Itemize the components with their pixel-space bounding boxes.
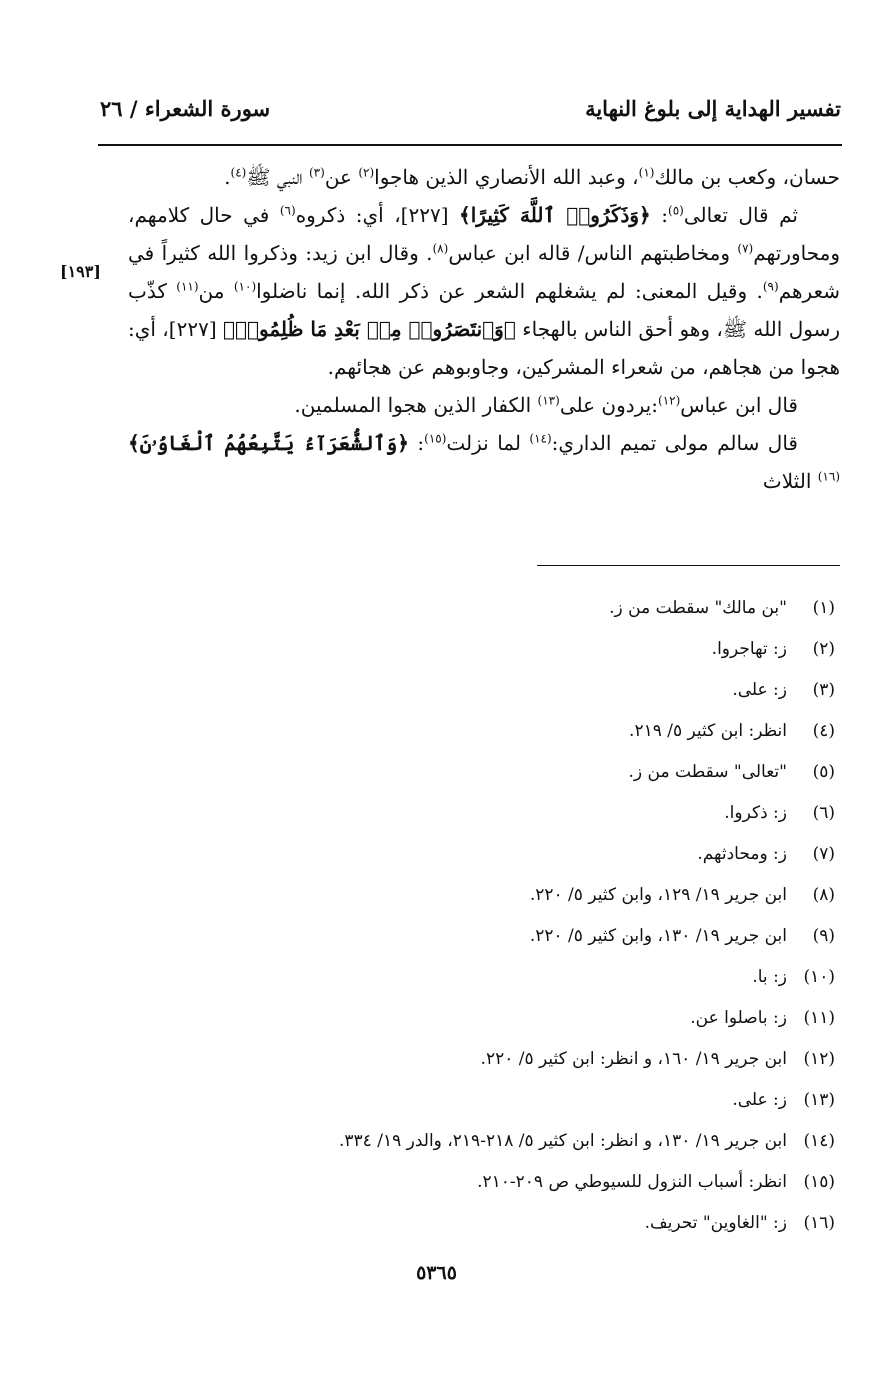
- footnote-number: (٥): [812, 762, 835, 782]
- footnote-ref: (١٢): [658, 393, 681, 408]
- footnote-ref: (٧): [737, 241, 754, 256]
- text-run: الثلاث: [762, 469, 818, 493]
- text-run: كذّب رسول الله ﷺ، وهو أحق الناس بالهجاء: [128, 279, 840, 341]
- footnote-text: ز: ذكروا.: [724, 803, 787, 823]
- footnote-number: (١٥): [803, 1172, 835, 1192]
- header-divider: [98, 144, 842, 146]
- paragraph-3: [128, 386, 840, 424]
- footnote-ref: (٤): [230, 165, 247, 180]
- footnote-text: انظر: ابن كثير ٥/ ٢١٩.: [629, 721, 787, 741]
- footnote-text: ابن جرير ١٩/ ١٦٠، و انظر: ابن كثير ٥/ ٢٢٠.: [480, 1049, 787, 1069]
- paragraph-1: [128, 158, 840, 196]
- footnote-ref: (٩): [762, 279, 779, 294]
- footnote-text: ز: على.: [732, 1090, 787, 1110]
- footnote-item: [195, 998, 835, 1039]
- footnote-item: [195, 1039, 835, 1080]
- paragraph-4: [128, 424, 840, 500]
- footnote-ref: (٢): [358, 165, 375, 180]
- quran-verse: ﴿وَٱلشُّعَرَآءُ يَتَّبِعُهُمُ ٱلْغَاوُۥنَ﴾: [128, 431, 409, 455]
- footnote-item: [195, 793, 835, 834]
- margin-page-reference: [١٩٣]: [60, 262, 101, 281]
- text-run: ثم قال تعالى: [683, 203, 798, 227]
- footnote-text: ابن جرير ١٩/ ١٣٠، وابن كثير ٥/ ٢٢٠.: [529, 926, 787, 946]
- text-run: في حال كلامهم، ومحاورتهم: [128, 203, 840, 265]
- footnote-item: [195, 834, 835, 875]
- footnote-item: [195, 1080, 835, 1121]
- footnote-text: ز: ومحادثهم.: [697, 844, 787, 864]
- footnote-item: [195, 752, 835, 793]
- text-run: قال سالم مولى تميم الداري:: [551, 431, 798, 455]
- footnote-text: ز: على.: [732, 680, 787, 700]
- footnote-ref: (٦): [279, 203, 296, 218]
- text-run: .: [224, 165, 231, 189]
- main-text: [128, 158, 840, 500]
- footnote-item: [195, 1203, 835, 1244]
- footnote-ref: (٣): [308, 165, 325, 180]
- footnote-text: ابن جرير ١٩/ ١٣٠، و انظر: ابن كثير ٥/ ٢١٨-٢١٩، والدر ١٩/ ٣٣٤.: [339, 1131, 787, 1151]
- text-run: النبي ﷺ: [246, 165, 309, 189]
- footnote-text: ز: باصلوا عن.: [690, 1008, 787, 1028]
- footnote-item: [195, 957, 835, 998]
- footnote-text: ابن جرير ١٩/ ١٢٩، وابن كثير ٥/ ٢٢٠.: [529, 885, 787, 905]
- text-run: [٢٢٧]، أي: ذكروه: [295, 203, 460, 227]
- footnote-number: (١٠): [803, 967, 835, 987]
- footnote-ref: (١٣): [537, 393, 560, 408]
- text-run: الكفار الذين هجوا المسلمين.: [294, 393, 538, 417]
- footnote-ref: (٥): [668, 203, 684, 218]
- footnote-text: ز: با.: [752, 967, 787, 987]
- text-run: ومخاطبتهم الناس/ قاله ابن عباس: [448, 241, 738, 265]
- footnote-ref: (١١): [176, 279, 199, 294]
- footnote-ref: (٨): [432, 241, 449, 256]
- footnote-number: (١٣): [803, 1090, 835, 1110]
- footnote-ref: (١٥): [424, 431, 447, 446]
- footnote-ref: (١): [638, 165, 655, 180]
- quran-verse: ﴿وَٱنتَصَرُوا۟ مِنۢ بَعْدِ مَا ظُلِمُوا۟﴾: [222, 317, 516, 341]
- footnote-item: [195, 875, 835, 916]
- page-number: ٥٣٦٥: [416, 1262, 457, 1284]
- footnote-text: "بن مالك" سقطت من ز.: [609, 598, 787, 618]
- text-run: عن: [324, 165, 359, 189]
- footnote-item: [195, 711, 835, 752]
- text-run: من: [198, 279, 234, 303]
- paragraph-2: [128, 196, 840, 386]
- text-run: لما نزلت: [446, 431, 530, 455]
- footnote-item: [195, 1162, 835, 1203]
- footnote-text: ز: "الغاوين" تحريف.: [644, 1213, 787, 1233]
- footnote-number: (١٦): [803, 1213, 835, 1233]
- footnote-item: [195, 916, 835, 957]
- text-run: :يردون على: [559, 393, 658, 417]
- surah-label: سورة الشعراء / ٢٦: [100, 96, 271, 121]
- footnote-number: (٣): [812, 680, 835, 700]
- footnote-ref: (١٠): [233, 279, 257, 294]
- quran-verse: ﴿وَذَكَرُوا۟ ٱللَّهَ كَثِيرًا﴾: [459, 203, 651, 227]
- footnote-text: ز: تهاجروا.: [711, 639, 787, 659]
- footnotes-list: [195, 588, 835, 1244]
- footnote-text: انظر: أسباب النزول للسيوطي ص ٢٠٩-٢١٠.: [477, 1172, 787, 1192]
- text-run: [٢٢٧]، أي: هجوا من هجاهم، من شعراء المشركين، وجاوبوهم عن هجائهم.: [128, 317, 840, 379]
- footnote-number: (٤): [812, 721, 835, 741]
- footnote-divider: [537, 565, 840, 566]
- text-run: قال ابن عباس: [680, 393, 798, 417]
- footnote-ref: (١٦): [817, 469, 840, 484]
- footnote-item: [195, 588, 835, 629]
- footnote-number: (١): [812, 598, 835, 618]
- footnote-ref: (١٤): [529, 431, 552, 446]
- text-run: :: [408, 431, 425, 455]
- footnote-number: (٨): [812, 885, 835, 905]
- text-run: حسان، وكعب بن مالك: [654, 165, 840, 189]
- footnote-number: (٢): [812, 639, 835, 659]
- footnote-item: [195, 1121, 835, 1162]
- footnote-text: "تعالى" سقطت من ز.: [628, 762, 787, 782]
- footnote-number: (١٢): [803, 1049, 835, 1069]
- footnote-item: [195, 629, 835, 670]
- footnote-number: (١٤): [803, 1131, 835, 1151]
- footnote-number: (١١): [803, 1008, 835, 1028]
- book-title: تفسير الهداية إلى بلوغ النهاية: [585, 96, 841, 121]
- text-run: :: [650, 203, 669, 227]
- footnote-number: (٩): [812, 926, 835, 946]
- footnote-item: [195, 670, 835, 711]
- text-run: . وقال ابن زيد: وذكروا الله كثيراً في شعرهم: [128, 241, 840, 303]
- text-run: ، وعبد الله الأنصاري الذين هاجوا: [374, 165, 639, 189]
- footnote-number: (٧): [812, 844, 835, 864]
- text-run: . وقيل المعنى: لم يشغلهم الشعر عن ذكر الله. إنما ناضلوا: [256, 279, 763, 303]
- footnote-number: (٦): [812, 803, 835, 823]
